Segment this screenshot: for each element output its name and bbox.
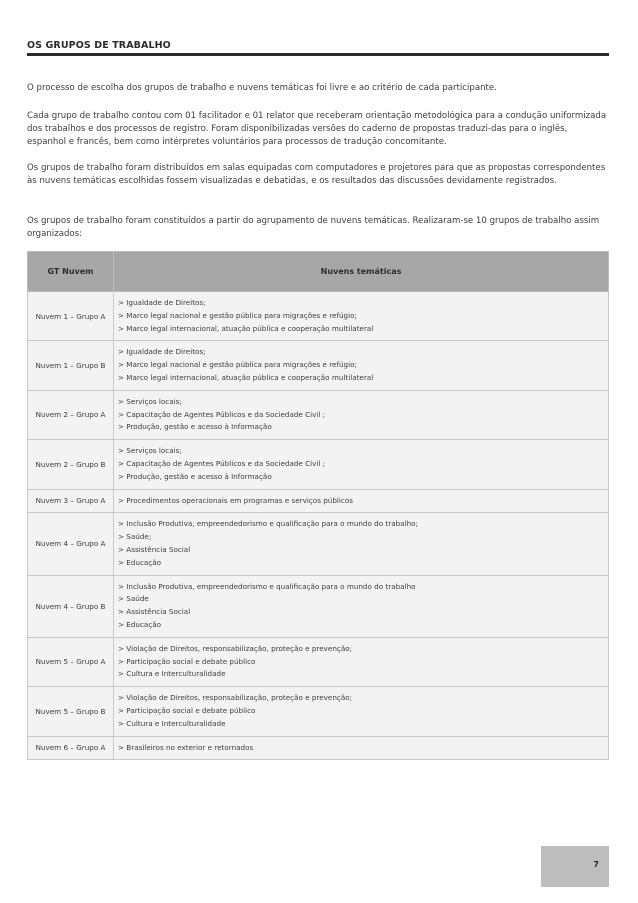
theme-item: > Educação: [118, 557, 162, 567]
table-row: [28, 489, 609, 513]
theme-item: > Procedimentos operacionais em programas e serviços públicos: [118, 495, 353, 505]
page-number: 7: [593, 860, 599, 869]
theme-item: > Cultura e Interculturalidade: [118, 718, 226, 728]
themes-cell: [114, 341, 609, 390]
paragraph-2: Cada grupo de trabalho contou com 01 facilitador e 01 relator que receberam orientação metodológica para a condução uniformizada dos trabalhos e dos processos de registro. Foram disponibilizadas versões do caderno de propostas traduzi-das para o inglês, espanhol e francês, bem como intérpretes voluntários para processos de tradução concomitante.: [27, 111, 607, 147]
themes-cell: [114, 292, 609, 341]
table-row: [28, 575, 609, 637]
themes-cell: [114, 440, 609, 489]
table-row: [28, 341, 609, 390]
themes-cell: [114, 513, 609, 575]
title-rule: [27, 53, 609, 56]
table-row: [28, 292, 609, 341]
group-name-cell: Nuvem 6 – Grupo A: [28, 736, 114, 760]
theme-item: > Marco legal internacional, atuação pública e cooperação multilateral: [118, 372, 374, 382]
group-name-cell: Nuvem 4 – Grupo A: [28, 513, 114, 575]
table-header-row: [28, 252, 609, 292]
theme-item: > Participação social e debate público: [118, 656, 256, 666]
group-name-cell: Nuvem 5 – Grupo B: [28, 687, 114, 736]
theme-item: > Cultura e Interculturalidade: [118, 669, 226, 679]
theme-item: > Saúde;: [118, 532, 152, 542]
paragraph-3: Os grupos de trabalho foram distribuídos em salas equipadas com computadores e projetores para que as propostas correspondentes às nuvens temáticas escolhidas fossem visualizadas e debatidas, e os resultados das discussões devidamente registrados.: [27, 163, 606, 186]
theme-item: > Assistência Social: [118, 607, 191, 617]
theme-item: > Produção, gestão e acesso à Informação: [118, 471, 272, 481]
theme-item: > Participação social e debate público: [118, 705, 256, 715]
table-row: [28, 736, 609, 760]
theme-item: > Assistência Social: [118, 544, 191, 554]
group-name-cell: Nuvem 1 – Grupo B: [28, 341, 114, 390]
theme-item: > Educação: [118, 619, 162, 629]
theme-item: > Marco legal internacional, atuação pública e cooperação multilateral: [118, 323, 374, 333]
working-groups-table: [27, 251, 609, 760]
themes-cell: [114, 390, 609, 439]
theme-item: > Brasileiros no exterior e retornados: [118, 742, 254, 752]
table-row: [28, 440, 609, 489]
themes-cell: [114, 575, 609, 637]
theme-item: > Igualdade de Direitos;: [118, 347, 206, 357]
group-name-cell: Nuvem 1 – Grupo A: [28, 292, 114, 341]
theme-item: > Igualdade de Direitos;: [118, 298, 206, 307]
theme-item: > Capacitação de Agentes Públicos e da Sociedade Civil ;: [118, 409, 326, 419]
theme-item: > Capacitação de Agentes Públicos e da Sociedade Civil ;: [118, 458, 326, 468]
table-row: [28, 390, 609, 439]
group-name-cell: Nuvem 2 – Grupo A: [28, 390, 114, 439]
table-row: [28, 637, 609, 686]
table-body: [28, 292, 609, 760]
theme-item: > Serviços locais;: [118, 446, 182, 456]
theme-item: > Marco legal nacional e gestão pública para migrações e refúgio;: [118, 310, 357, 320]
header-gt-nuvem: GT Nuvem: [28, 252, 114, 292]
page-number-box: [541, 846, 609, 887]
themes-cell: [114, 637, 609, 686]
themes-cell: [114, 736, 609, 760]
paragraph-4: Os grupos de trabalho foram constituídos a partir do agrupamento de nuvens temáticas. Realizaram-se 10 grupos de trabalho assim organizados:: [27, 216, 600, 239]
group-name-cell: Nuvem 5 – Grupo A: [28, 637, 114, 686]
themes-cell: [114, 687, 609, 736]
group-name-cell: Nuvem 4 – Grupo B: [28, 575, 114, 637]
theme-item: > Saúde: [118, 594, 149, 604]
theme-item: > Produção, gestão e acesso à Informação: [118, 422, 272, 432]
theme-item: > Marco legal nacional e gestão pública para migrações e refúgio;: [118, 360, 357, 370]
theme-item: > Inclusão Produtiva, empreendedorismo e qualificação para o mundo do trabalho: [118, 581, 416, 591]
theme-item: > Violação de Direitos, responsabilização, proteção e prevenção;: [118, 693, 353, 703]
header-nuvens-tematicas: Nuvens temáticas: [114, 252, 609, 292]
theme-item: > Serviços locais;: [118, 396, 182, 406]
group-name-cell: Nuvem 2 – Grupo B: [28, 440, 114, 489]
theme-item: > Violação de Direitos, responsabilização, proteção e prevenção;: [118, 643, 353, 653]
themes-cell: [114, 489, 609, 513]
table-row: [28, 687, 609, 736]
theme-item: > Inclusão Produtiva, empreendedorismo e qualificação para o mundo do trabalho;: [118, 519, 418, 529]
section-title: OS GRUPOS DE TRABALHO: [27, 40, 171, 51]
table-row: [28, 513, 609, 575]
paragraph-1: O processo de escolha dos grupos de trabalho e nuvens temáticas foi livre e ao critério de cada participante.: [27, 83, 497, 93]
group-name-cell: Nuvem 3 – Grupo A: [28, 489, 114, 513]
